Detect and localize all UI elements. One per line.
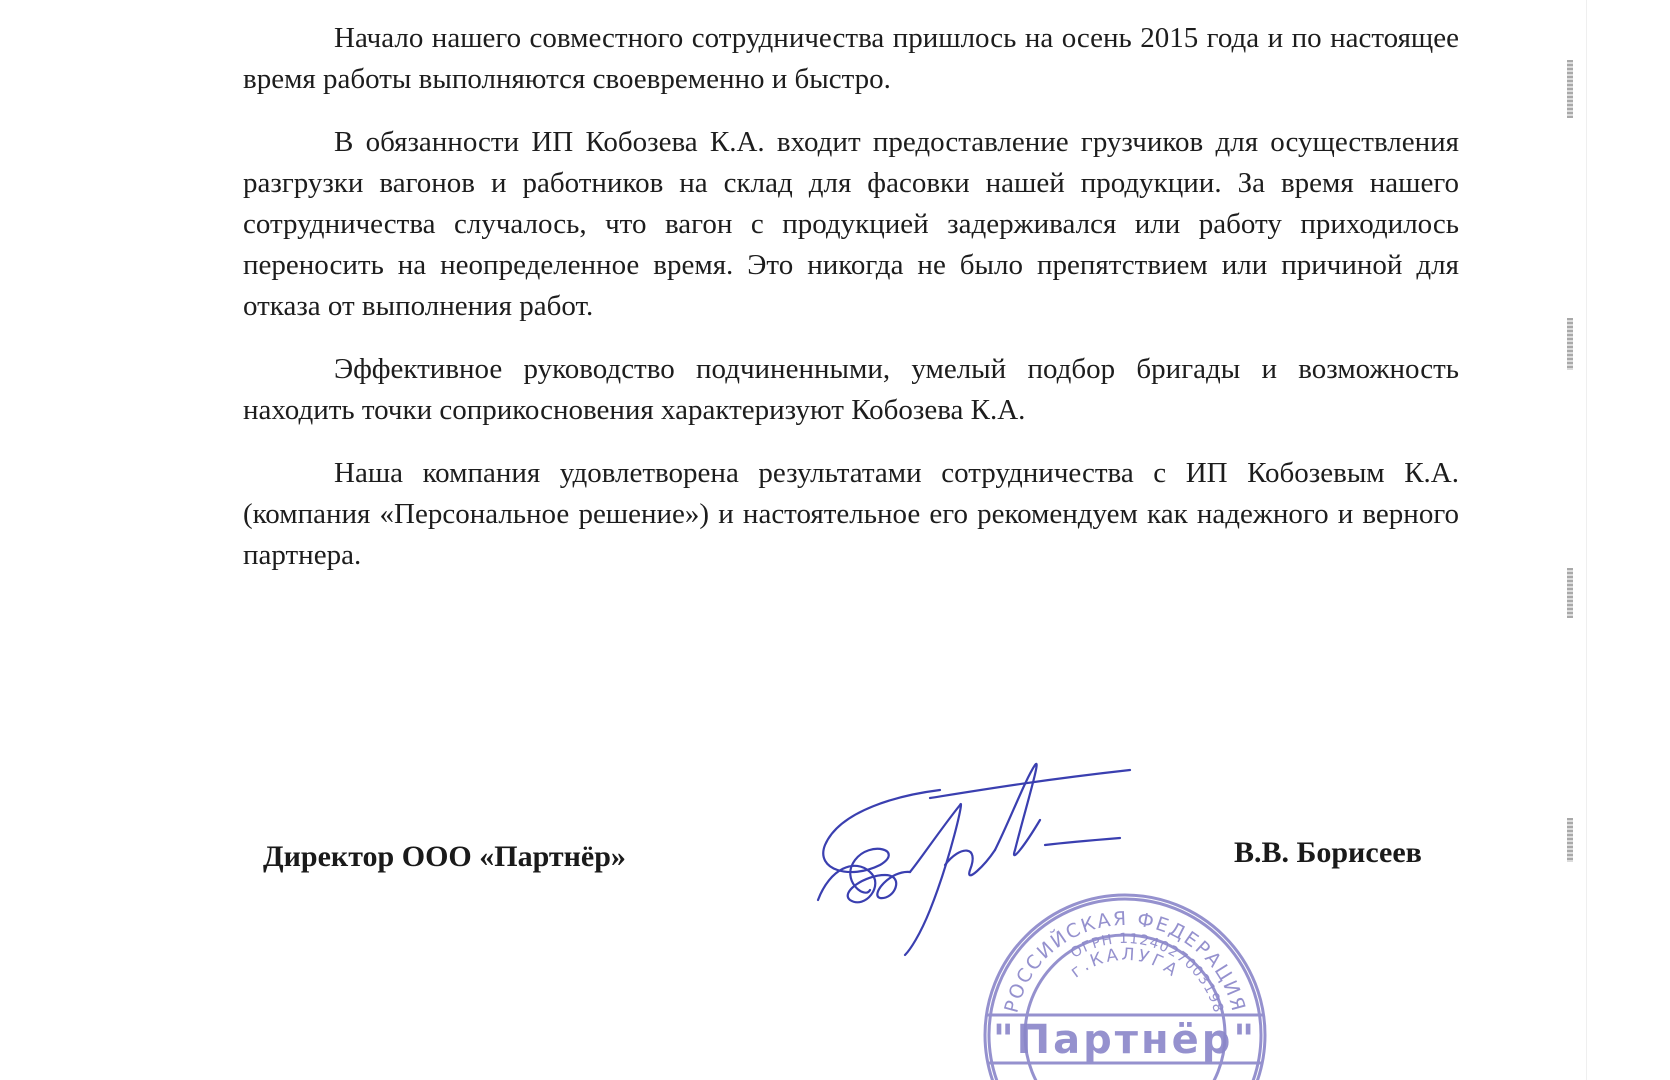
scan-artifact xyxy=(1567,318,1573,370)
paragraph-recommendation: Наша компания удовлетворена результатами сотрудничества с ИП Кобозевым К.А. (компания «Персональное решение») и настоятельное его рекомендуем как надежного и верного партнера. xyxy=(243,457,1459,571)
stamp-city: г.КАЛУГА xyxy=(1066,944,1184,983)
stamp-country: РОССИЙСКАЯ ФЕДЕРАЦИЯ xyxy=(1000,907,1250,1015)
paragraph-cooperation-start: Начало нашего совместного сотрудничества пришлось на осень 2015 года и по настоящее время работы выполняются своевременно и быстро. xyxy=(243,22,1459,95)
scan-edge xyxy=(1586,0,1670,1080)
company-stamp xyxy=(975,885,1275,1080)
scan-artifact xyxy=(1567,568,1573,618)
paragraph-management: Эффективное руководство подчиненными, умелый подбор бригады и возможность находить точки соприкосновения характеризуют Кобозева К.А. xyxy=(243,353,1459,426)
signatory-title: Директор ООО «Партнёр» xyxy=(263,840,626,873)
stamp-ogrn: ОГРН 1124027003198 xyxy=(1068,930,1227,1016)
stamp-company-name: "Партнёр" xyxy=(992,1017,1258,1063)
paragraph-duties: В обязанности ИП Кобозева К.А. входит предоставление грузчиков для осуществления разгрузки вагонов и работников на склад для фасовки нашей продукции. За время нашего сотрудничества случалось, что вагон с продукцией задерживался или работу приходилось переносить на неопределенное время. Это никогда не было препятствием или причиной для отказа от выполнения работ. xyxy=(243,126,1459,322)
scan-artifact xyxy=(1567,60,1573,118)
scan-artifact xyxy=(1567,818,1573,862)
letter-body xyxy=(243,18,1459,598)
signatory-name: В.В. Борисеев xyxy=(1234,836,1422,869)
